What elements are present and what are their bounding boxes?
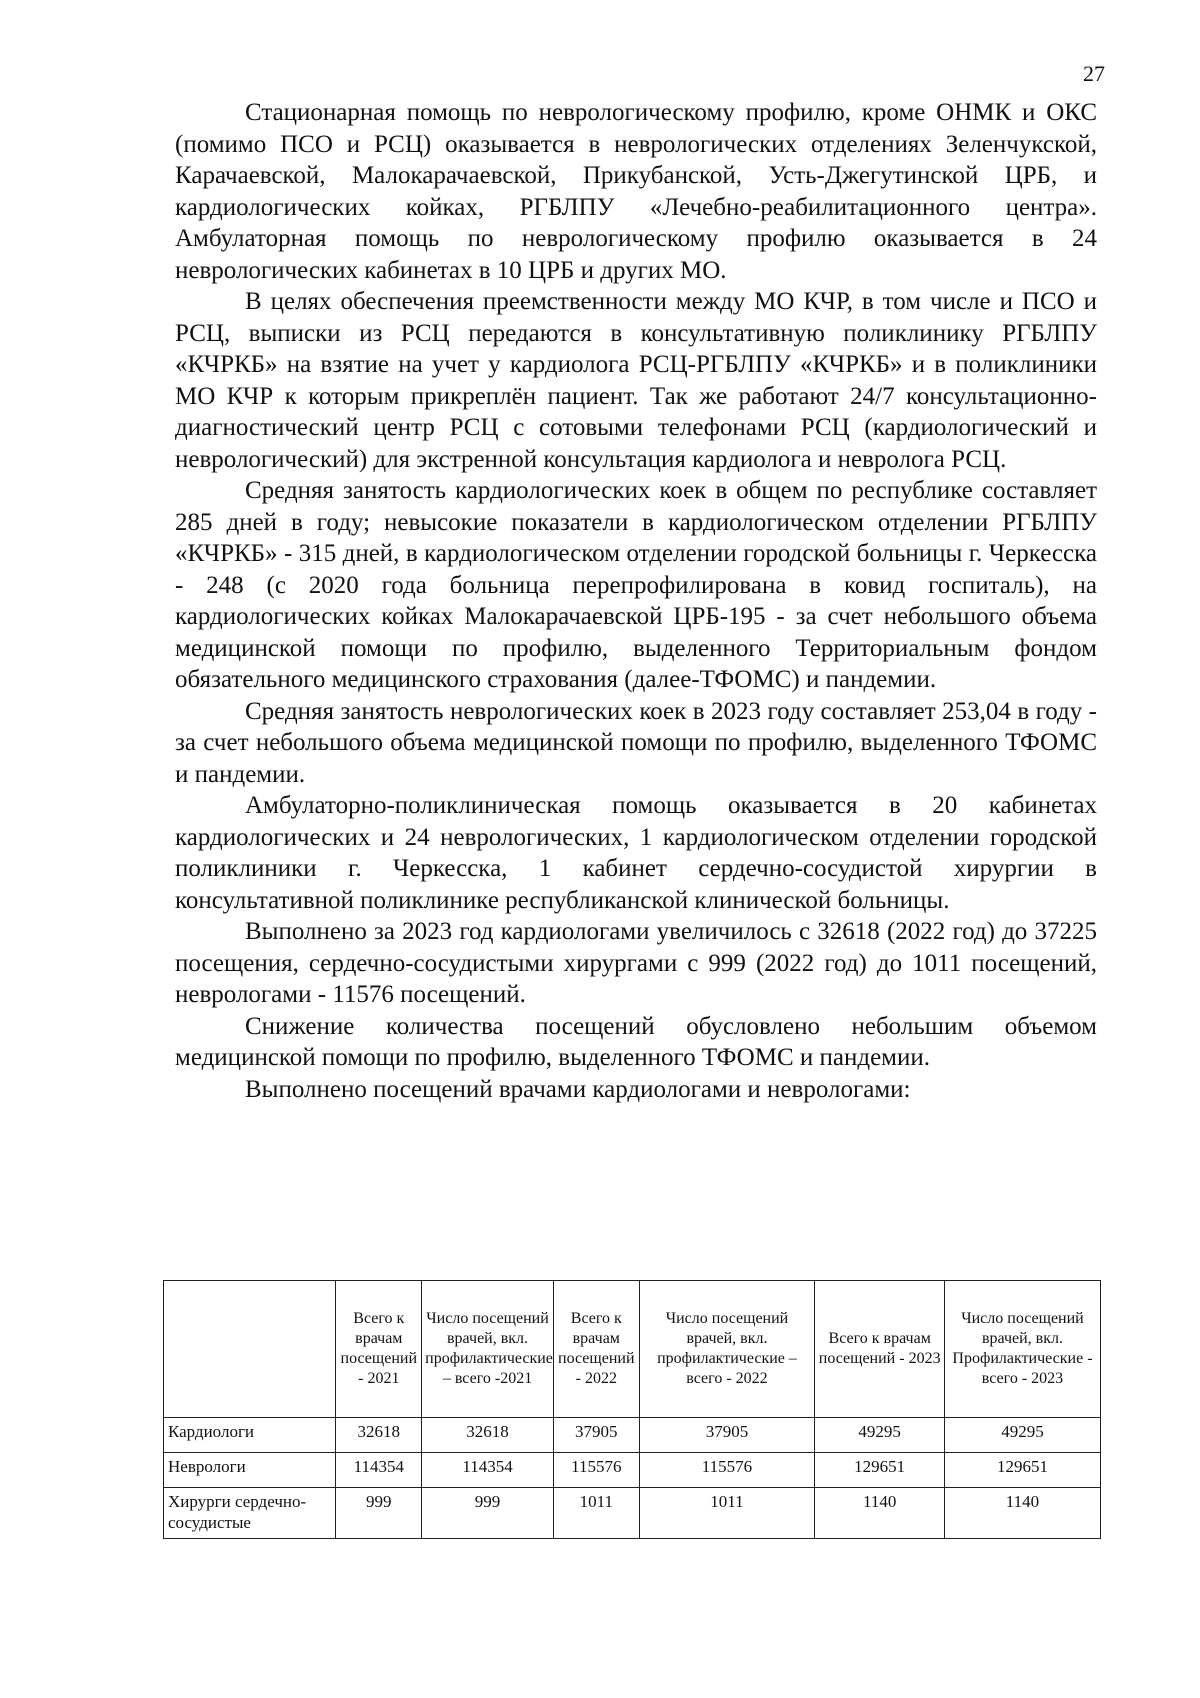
table-cell: 1140	[944, 1488, 1100, 1539]
table-cell: 32618	[422, 1418, 554, 1453]
paragraph-outpatient-care: Амбулаторно-поликлиническая помощь оказывается в 20 кабинетах кардиологических и 24 неврологических, 1 кардиологическом отделении городской поликлиники г. Черкесска, 1 кабинет сердечно-сосудистой хирургии в консультативной поликлинике республиканской клинической больницы.	[175, 792, 1097, 914]
paragraph-visits-2023: Выполнено за 2023 год кардиологами увеличилось с 32618 (2022 год) до 37225 посещения, сердечно-сосудистыми хирургами с 999 (2022 год) до 1011 посещений, неврологами - 11576 посещений.	[175, 918, 1097, 1008]
visits-table-container	[163, 1280, 1101, 1539]
table-row-label: Неврологи	[164, 1453, 336, 1488]
table-cell: 115576	[639, 1453, 815, 1488]
visits-table	[163, 1280, 1101, 1539]
table-header-cell	[164, 1281, 336, 1418]
paragraph-continuity: В целях обеспечения преемственности между МО КЧР, в том числе и ПСО и РСЦ, выписки из РСЦ передаются в консультативную поликлинику РГБЛПУ «КЧРКБ» на взятие на учет у кардиолога РСЦ-РГБЛПУ «КЧРКБ» и в поликлиники МО КЧР к которым прикреплён пациент. Так же работают 24/7 консультационно-диагностический центр РСЦ с сотовыми телефонами РСЦ (кардиологический и неврологический) для экстренной консультация кардиолога и невролога РСЦ.	[175, 288, 1097, 473]
table-header-cell: Всего к врачам посещений - 2022	[553, 1281, 639, 1418]
paragraph-neuro-bed-occupancy: Средняя занятость неврологических коек в 2023 году составляет 253,04 в году - за счет небольшого объема медицинской помощи по профилю, выделенного ТФОМС и пандемии.	[175, 697, 1097, 788]
table-header-row	[164, 1281, 1101, 1418]
body-text	[175, 97, 1097, 1105]
table-cell: 37905	[553, 1418, 639, 1453]
table-cell: 32618	[336, 1418, 422, 1453]
table-row	[164, 1488, 1101, 1539]
table-row	[164, 1418, 1101, 1453]
paragraph-table-intro: Выполнено посещений врачами кардиологами и неврологами:	[245, 1075, 911, 1103]
table-cell: 49295	[815, 1418, 945, 1453]
paragraph-visits-decrease: Снижение количества посещений обусловлено небольшим объемом медицинской помощи по профилю, выделенного ТФОМС и пандемии.	[175, 1012, 1097, 1071]
paragraph-cardio-bed-occupancy: Средняя занятость кардиологических коек в общем по республике составляет 285 дней в году; невысокие показатели в кардиологическом отделении РГБЛПУ «КЧРКБ» - 315 дней, в кардиологическом отделении городской больницы г. Черкесска - 248 (с 2020 года больница перепрофилирована в ковид госпиталь), на кардиологических койках Малокарачаевской ЦРБ-195 - за счет небольшого объема медицинской помощи по профилю, выделенного Территориальным фондом обязательного медицинского страхования (далее-ТФОМС) и пандемии.	[175, 477, 1097, 693]
table-row-label: Хирурги сердечно-сосудистые	[164, 1488, 336, 1539]
table-cell: 999	[422, 1488, 554, 1539]
table-row	[164, 1453, 1101, 1488]
table-cell: 37905	[639, 1418, 815, 1453]
paragraph-inpatient-neurology: Стационарная помощь по неврологическому профилю, кроме ОНМК и ОКС (помимо ПСО и РСЦ) оказывается в неврологических отделениях Зеленчукской, Карачаевской, Малокарачаевской, Прикубанской, Усть-Джегутинской ЦРБ, и кардиологических койках, РГБЛПУ «Лечебно-реабилитационного центра». Амбулаторная помощь по неврологическому профилю оказывается в 24 неврологических кабинетах в 10 ЦРБ и других МО.	[175, 99, 1097, 284]
table-header-cell: Всего к врачам посещений - 2021	[336, 1281, 422, 1418]
table-cell: 1011	[553, 1488, 639, 1539]
table-cell: 999	[336, 1488, 422, 1539]
table-cell: 115576	[553, 1453, 639, 1488]
table-header-cell: Число посещений врачей, вкл. профилактические – всего -2021	[422, 1281, 554, 1418]
table-cell: 114354	[422, 1453, 554, 1488]
table-cell: 129651	[815, 1453, 945, 1488]
table-cell: 49295	[944, 1418, 1100, 1453]
page-number: 27	[1083, 61, 1105, 86]
table-header-cell: Всего к врачам посещений - 2023	[815, 1281, 945, 1418]
table-header-cell: Число посещений врачей, вкл. Профилактические - всего - 2023	[944, 1281, 1100, 1418]
table-row-label: Кардиологи	[164, 1418, 336, 1453]
table-cell: 1140	[815, 1488, 945, 1539]
table-cell: 129651	[944, 1453, 1100, 1488]
table-cell: 1011	[639, 1488, 815, 1539]
table-cell: 114354	[336, 1453, 422, 1488]
table-header-cell: Число посещений врачей, вкл. профилактические – всего - 2022	[639, 1281, 815, 1418]
